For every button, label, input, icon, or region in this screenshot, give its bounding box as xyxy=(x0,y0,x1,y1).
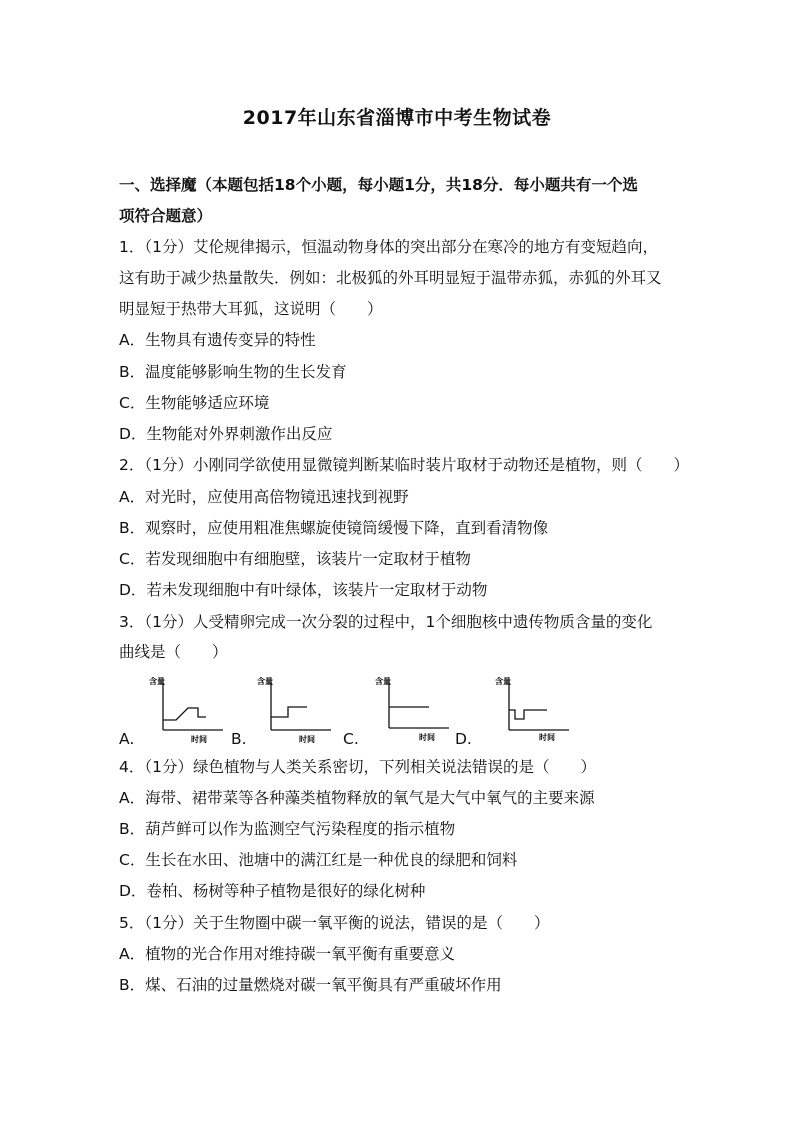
q1-option-b: B．温度能够影响生物的生长发育 xyxy=(119,363,347,381)
q3-graph-a-xlabel: 时间 xyxy=(191,735,207,744)
q4-option-d: D．卷柏、杨树等种子植物是很好的绿化树种 xyxy=(119,882,426,900)
q3-graph-a-ylabel: 含量 xyxy=(149,677,165,686)
q3-stem-line-1: 3．（1分）人受精卵完成一次分裂的过程中，1个细胞核中遗传物质含量的变化 xyxy=(119,613,653,631)
q3-graph-d-label: D. xyxy=(455,730,472,748)
q3-graph-d-curve xyxy=(509,710,547,719)
q2-option-d: D．若未发现细胞中有叶绿体，该装片一定取材于动物 xyxy=(119,581,488,599)
q3-graph-c xyxy=(343,670,463,750)
q4-option-a: A．海带、裙带菜等各种藻类植物释放的氧气是大气中氧气的主要来源 xyxy=(119,789,595,807)
q3-graph-c-ylabel: 含量 xyxy=(375,677,391,686)
q3-graph-a-plot xyxy=(143,670,233,748)
q3-graph-d-ylabel: 含量 xyxy=(495,677,511,686)
q3-graph-b-xlabel: 时间 xyxy=(299,735,315,744)
q3-graph-a-label: A. xyxy=(119,730,135,748)
q5-option-a: A．植物的光合作用对维持碳一氧平衡有重要意义 xyxy=(119,945,456,963)
q3-option-graphs xyxy=(119,670,679,750)
q5-stem: 5．（1分）关于生物圈中碳一氧平衡的说法，错误的是（ ） xyxy=(119,914,550,932)
q3-stem-line-2: 曲线是（ ） xyxy=(119,643,228,661)
q4-option-b: B．葫芦鲜可以作为监测空气污染程度的指示植物 xyxy=(119,820,456,838)
q3-graph-d-xlabel: 时间 xyxy=(539,733,555,742)
q1-option-d: D．生物能对外界刺激作出反应 xyxy=(119,425,333,443)
q3-graph-d xyxy=(455,670,585,750)
q3-graph-b-curve xyxy=(271,707,307,717)
section-heading-line-1: 一、选择魔（本题包括18个小题，每小题1分，共18分．每小题共有一个选 xyxy=(119,176,638,194)
q3-graph-b-plot xyxy=(251,670,341,748)
q1-stem-line-1: 1．（1分）艾伦规律揭示，恒温动物身体的突出部分在寒冷的地方有变短趋向， xyxy=(119,238,658,256)
q2-option-a: A．对光时，应使用高倍物镜迅速找到视野 xyxy=(119,488,409,506)
q3-graph-a-curve xyxy=(163,708,206,720)
q3-graph-b xyxy=(231,670,351,750)
q2-option-c: C．若发现细胞中有细胞壁，该装片一定取材于植物 xyxy=(119,550,471,568)
section-heading-line-2: 项符合题意） xyxy=(119,207,213,225)
q2-stem: 2．（1分）小刚同学欲使用显微镜判断某临时装片取材于动物还是植物，则（ ） xyxy=(119,456,689,474)
q3-graph-d-plot xyxy=(481,670,581,748)
q4-option-c: C．生长在水田、池塘中的满江红是一种优良的绿肥和饲料 xyxy=(119,851,518,869)
q4-stem: 4．（1分）绿色植物与人类关系密切，下列相关说法错误的是（ ） xyxy=(119,758,596,776)
q1-option-c: C．生物能够适应环境 xyxy=(119,394,270,412)
q2-option-b: B．观察时，应使用粗准焦螺旋使镜筒缓慢下降，直到看清物像 xyxy=(119,519,549,537)
q3-graph-c-xlabel: 时间 xyxy=(419,733,435,742)
q5-option-b: B．煤、石油的过量燃烧对碳一氧平衡具有严重破坏作用 xyxy=(119,976,502,994)
q3-graph-c-label: C. xyxy=(343,730,359,748)
q3-graph-c-plot xyxy=(363,670,453,748)
q1-option-a: A．生物具有遗传变异的特性 xyxy=(119,331,316,349)
q3-graph-b-label: B. xyxy=(231,730,247,748)
exam-title: 2017年山东省淄博市中考生物试卷 xyxy=(242,107,552,129)
q3-graph-b-ylabel: 含量 xyxy=(257,677,273,686)
q1-stem-line-2: 这有助于减少热量散失．例如：北极狐的外耳明显短于温带赤狐，赤狐的外耳又 xyxy=(119,269,662,287)
q3-graph-a xyxy=(119,670,239,750)
q1-stem-line-3: 明显短于热带大耳狐，这说明（ ） xyxy=(119,300,383,318)
